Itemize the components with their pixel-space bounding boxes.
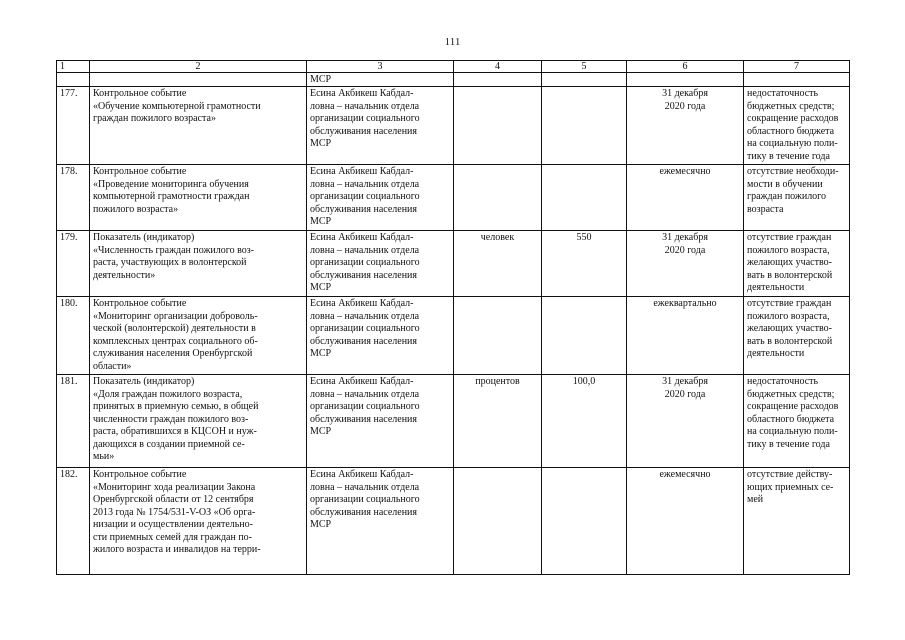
unit — [454, 468, 542, 575]
column-header-6: 6 — [627, 61, 744, 73]
risk: отсутствие необходи- мости в обучении граждан пожилого возраста — [744, 165, 850, 231]
event-description: Контрольное событие «Проведение мониторинга обучения компьютерной грамотности граждан пожилого возраста» — [90, 165, 307, 231]
cell-empty — [542, 73, 627, 87]
responsible-person: Есина Акбикеш Кабдал- ловна – начальник отдела организации социального обслуживания населения МСР — [307, 87, 454, 165]
risk: отсутствие действу- ющих приемных се- мей — [744, 468, 850, 575]
column-header-1: 1 — [57, 61, 90, 73]
target-value — [542, 468, 627, 575]
risk: отсутствие граждан пожилого возраста, желающих участво- вать в волонтерской деятельности — [744, 297, 850, 375]
column-header-3: 3 — [307, 61, 454, 73]
responsible-person: Есина Акбикеш Кабдал- ловна – начальник отдела организации социального обслуживания населения МСР — [307, 375, 454, 468]
event-description: Контрольное событие «Обучение компьютерной грамотности граждан пожилого возраста» — [90, 87, 307, 165]
table-row — [57, 231, 850, 297]
unit — [454, 87, 542, 165]
deadline: 31 декабря 2020 года — [627, 231, 744, 297]
deadline: ежемесячно — [627, 165, 744, 231]
deadline: 31 декабря 2020 года — [627, 87, 744, 165]
cell-empty — [627, 73, 744, 87]
unit: человек — [454, 231, 542, 297]
responsible-person: Есина Акбикеш Кабдал- ловна – начальник отдела организации социального обслуживания населения МСР — [307, 468, 454, 575]
continuation-row — [57, 73, 850, 87]
cell-empty — [454, 73, 542, 87]
row-number: 178. — [57, 165, 90, 231]
column-header-4: 4 — [454, 61, 542, 73]
cell-empty — [57, 73, 90, 87]
responsible-person: Есина Акбикеш Кабдал- ловна – начальник отдела организации социального обслуживания населения МСР — [307, 231, 454, 297]
row-number: 181. — [57, 375, 90, 468]
unit — [454, 165, 542, 231]
risk: недостаточность бюджетных средств; сокращение расходов областного бюджета на социальную поли- тику в течение года — [744, 87, 850, 165]
cell-empty — [744, 73, 850, 87]
target-value — [542, 165, 627, 231]
row-number: 180. — [57, 297, 90, 375]
row-number: 182. — [57, 468, 90, 575]
responsible-person: Есина Акбикеш Кабдал- ловна – начальник отдела организации социального обслуживания населения МСР — [307, 165, 454, 231]
event-description: Контрольное событие «Мониторинг хода реализации Закона Оренбургской области от 12 сентября 2013 года № 1754/531-V-ОЗ «Об орга- низации и осуществлении деятельно- сти приемных семей для граждан по- жилого возраста и инвалидов на терри- — [90, 468, 307, 575]
row-number: 179. — [57, 231, 90, 297]
cell-empty — [90, 73, 307, 87]
header-row — [57, 61, 850, 73]
column-header-7: 7 — [744, 61, 850, 73]
table-row — [57, 375, 850, 468]
page-number: 111 — [444, 36, 461, 48]
target-value — [542, 297, 627, 375]
table-row — [57, 87, 850, 165]
deadline: ежемесячно — [627, 468, 744, 575]
risk: недостаточность бюджетных средств; сокращение расходов областного бюджета на социальную поли- тику в течение года — [744, 375, 850, 468]
unit: процентов — [454, 375, 542, 468]
target-value — [542, 87, 627, 165]
column-header-5: 5 — [542, 61, 627, 73]
deadline: 31 декабря 2020 года — [627, 375, 744, 468]
plan-table — [56, 60, 850, 575]
deadline: ежеквартально — [627, 297, 744, 375]
column-header-2: 2 — [90, 61, 307, 73]
target-value: 100,0 — [542, 375, 627, 468]
target-value: 550 — [542, 231, 627, 297]
table-row — [57, 165, 850, 231]
risk: отсутствие граждан пожилого возраста, желающих участво- вать в волонтерской деятельности — [744, 231, 850, 297]
event-description: Показатель (индикатор) «Доля граждан пожилого возраста, принятых в приемную семью, в общей численности граждан пожилого воз- раста, обратившихся в КЦСОН и нуж- дающихся в создании приемной се- мьи» — [90, 375, 307, 468]
event-description: Показатель (индикатор) «Численность граждан пожилого воз- раста, участвующих в волонтерской деятельности» — [90, 231, 307, 297]
continuation-responsible: МСР — [307, 73, 454, 87]
table-row — [57, 297, 850, 375]
table-row — [57, 468, 850, 575]
event-description: Контрольное событие «Мониторинг организации доброволь- ческой (волонтерской) деятельности в комплексных центрах социального об- служивания населения Оренбургской области» — [90, 297, 307, 375]
responsible-person: Есина Акбикеш Кабдал- ловна – начальник отдела организации социального обслуживания населения МСР — [307, 297, 454, 375]
row-number: 177. — [57, 87, 90, 165]
unit — [454, 297, 542, 375]
